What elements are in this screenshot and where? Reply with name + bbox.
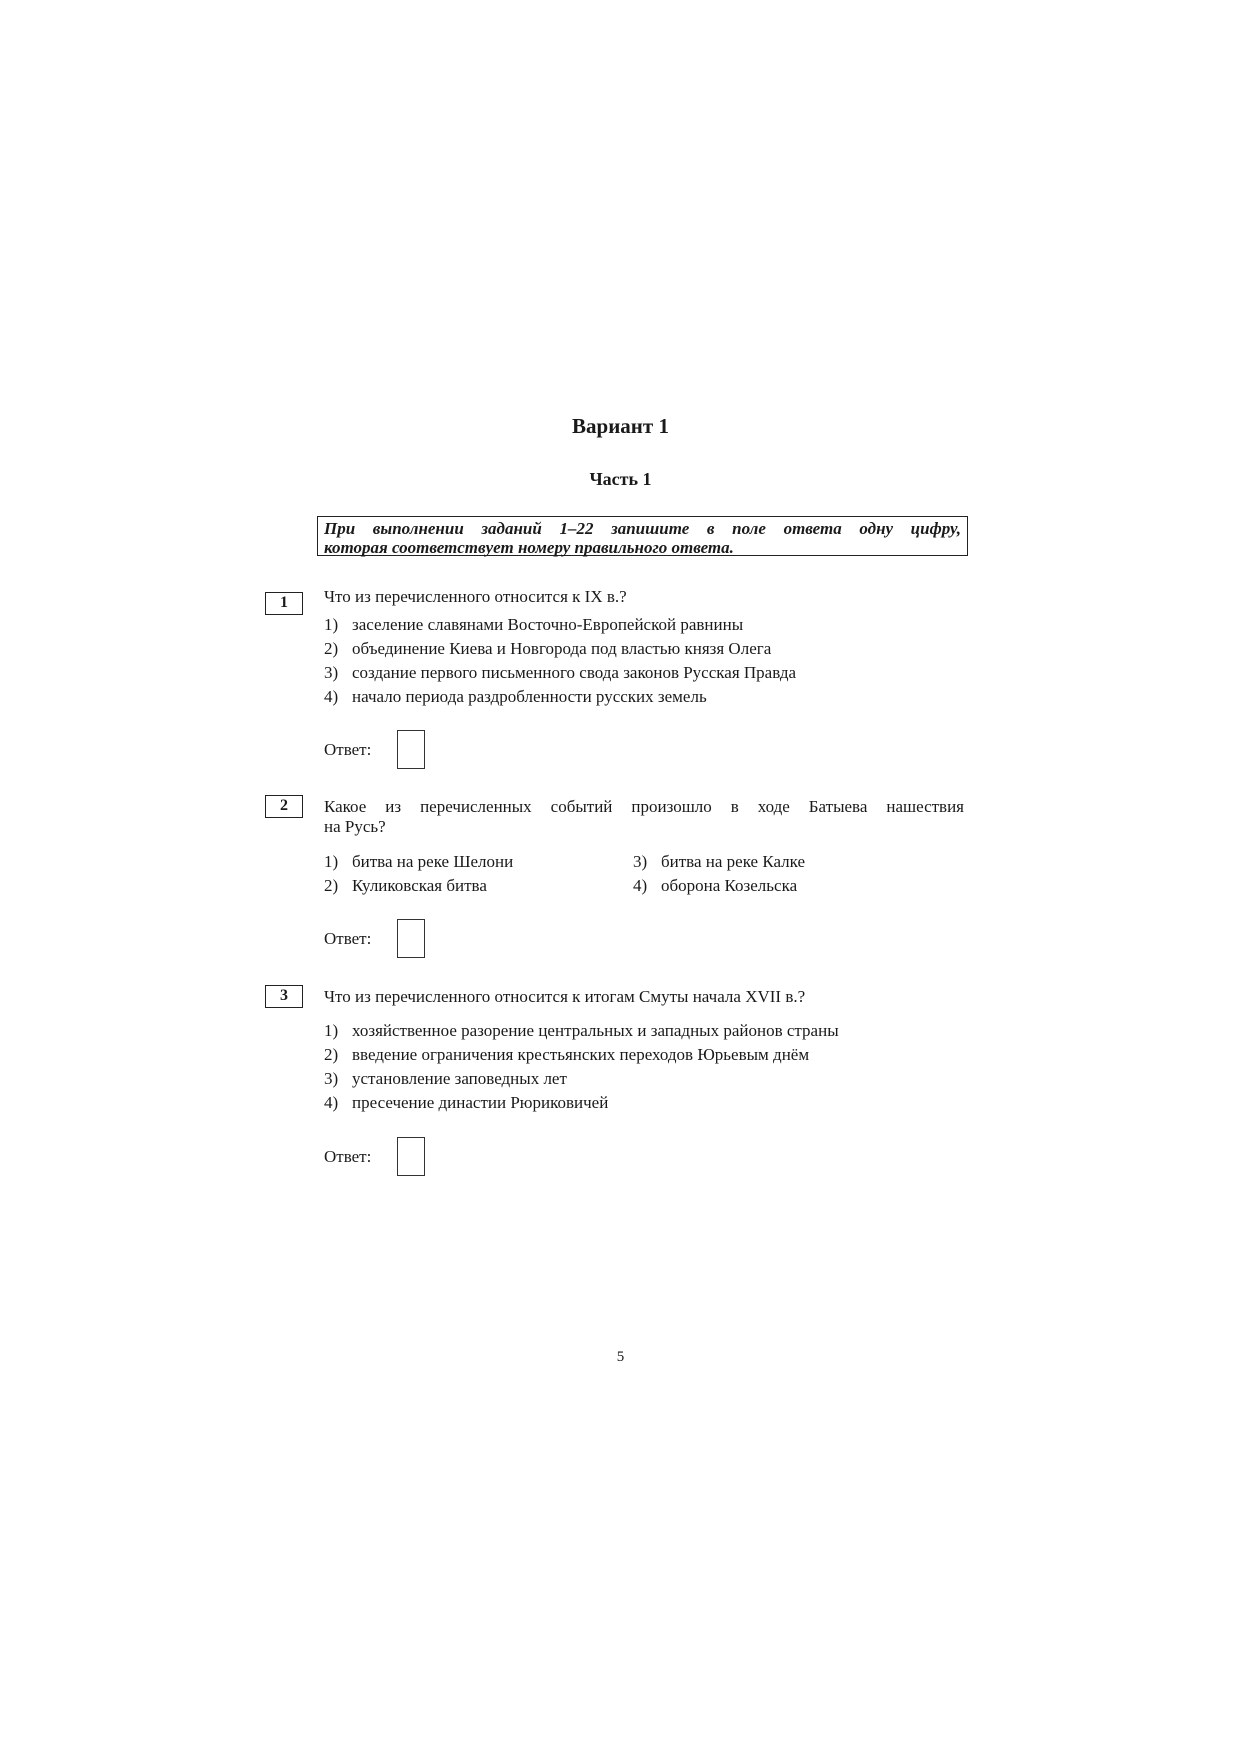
page-number: 5 bbox=[616, 1349, 625, 1365]
task-2-option-4 bbox=[633, 874, 797, 898]
instruction-box bbox=[317, 516, 968, 556]
task-3-answer-label: Ответ: bbox=[324, 1147, 372, 1166]
task-2-answer-label: Ответ: bbox=[324, 929, 372, 948]
variant-title: Вариант 1 bbox=[572, 414, 669, 438]
option-number: 3) bbox=[324, 1069, 339, 1088]
option-text: заселение славянами Восточно-Европейской равнины bbox=[352, 615, 744, 634]
task-3-question: Что из перечисленного относится к итогам Смуты начала XVII в.? bbox=[324, 987, 806, 1006]
option-number: 2) bbox=[324, 639, 339, 658]
task-2-number: 2 bbox=[265, 795, 303, 818]
task-1-option-1 bbox=[324, 613, 743, 637]
task-2-option-2 bbox=[324, 874, 487, 898]
task-3-option-3 bbox=[324, 1067, 567, 1091]
option-text: начало периода раздробленности русских земель bbox=[352, 687, 707, 706]
task-2-question-line-2: на Русь? bbox=[324, 817, 386, 836]
task-1-option-4 bbox=[324, 685, 707, 709]
task-1-number: 1 bbox=[265, 592, 303, 615]
task-3-option-1 bbox=[324, 1019, 839, 1043]
option-text: хозяйственное разорение центральных и западных районов страны bbox=[352, 1021, 839, 1040]
task-3-option-4 bbox=[324, 1091, 608, 1115]
option-text: битва на реке Шелони bbox=[352, 852, 514, 871]
task-2-option-1 bbox=[324, 850, 513, 874]
option-text: пресечение династии Рюриковичей bbox=[352, 1093, 609, 1112]
option-text: объединение Киева и Новгорода под властью князя Олега bbox=[352, 639, 772, 658]
task-2-answer-box[interactable] bbox=[397, 919, 425, 958]
task-1-answer-box[interactable] bbox=[397, 730, 425, 769]
option-text: установление заповедных лет bbox=[352, 1069, 567, 1088]
option-number: 3) bbox=[633, 852, 648, 871]
option-text: оборона Козельска bbox=[661, 876, 798, 895]
option-number: 3) bbox=[324, 663, 339, 682]
option-number: 4) bbox=[633, 876, 648, 895]
task-1-option-2 bbox=[324, 637, 771, 661]
option-number: 4) bbox=[324, 687, 339, 706]
part-title: Часть 1 bbox=[589, 469, 652, 489]
task-1-answer-label: Ответ: bbox=[324, 740, 372, 759]
option-number: 1) bbox=[324, 1021, 339, 1040]
task-1-option-3 bbox=[324, 661, 796, 685]
option-text: битва на реке Калке bbox=[661, 852, 806, 871]
task-2-option-3 bbox=[633, 850, 805, 874]
task-1-question: Что из перечисленного относится к IX в.? bbox=[324, 587, 627, 606]
instruction-line-1: При выполнении заданий 1–22 запишите в поле ответа одну цифру, bbox=[324, 519, 961, 538]
option-number: 1) bbox=[324, 852, 339, 871]
instruction-line-2: которая соответствует номеру правильного ответа. bbox=[324, 538, 734, 557]
task-3-option-2 bbox=[324, 1043, 809, 1067]
option-text: Куликовская битва bbox=[352, 876, 487, 895]
option-number: 2) bbox=[324, 876, 339, 895]
task-2-question-line-1: Какое из перечисленных событий произошло в ходе Батыева нашествия bbox=[324, 797, 964, 816]
task-2-question bbox=[324, 797, 964, 837]
option-text: создание первого письменного свода законов Русская Правда bbox=[352, 663, 797, 682]
option-number: 2) bbox=[324, 1045, 339, 1064]
option-number: 4) bbox=[324, 1093, 339, 1112]
option-number: 1) bbox=[324, 615, 339, 634]
task-3-number: 3 bbox=[265, 985, 303, 1008]
option-text: введение ограничения крестьянских переходов Юрьевым днём bbox=[352, 1045, 810, 1064]
task-3-answer-box[interactable] bbox=[397, 1137, 425, 1176]
